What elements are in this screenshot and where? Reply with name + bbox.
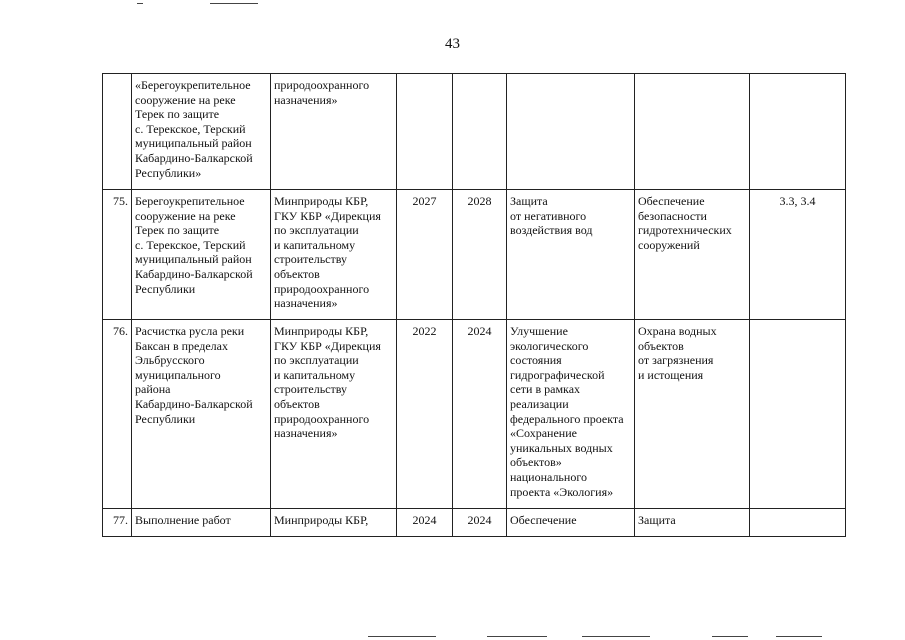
row-number-cell: 76.	[103, 320, 132, 509]
bottom-edge-line	[487, 636, 547, 637]
expected-result-cell: Защита	[635, 509, 750, 537]
responsible-executor-cell: Минприроды КБР, ГКУ КБР «Дирекция по эксплуатации и капитальному строительству объектов природоохранного назначения»	[271, 320, 397, 509]
related-indicators-cell	[750, 509, 846, 537]
start-year-cell: 2027	[397, 190, 453, 320]
bottom-edge-line	[712, 636, 748, 637]
table-row	[103, 190, 846, 320]
table-body	[103, 74, 846, 537]
responsible-executor-cell: Минприроды КБР, ГКУ КБР «Дирекция по эксплуатации и капитальному строительству объектов природоохранного назначения»	[271, 190, 397, 320]
expected-result-cell: Обеспечение безопасности гидротехнических сооружений	[635, 190, 750, 320]
table-row	[103, 320, 846, 509]
responsible-executor-cell: природоохранного назначения»	[271, 74, 397, 190]
goal-cell: Обеспечение	[507, 509, 635, 537]
start-year-cell	[397, 74, 453, 190]
end-year-cell: 2028	[453, 190, 507, 320]
goal-cell: Улучшение экологического состояния гидрографической сети в рамках реализации федерального проекта «Сохранение уникальных водных объектов» национального проекта «Экология»	[507, 320, 635, 509]
end-year-cell: 2024	[453, 509, 507, 537]
bottom-edge-line	[582, 636, 650, 637]
row-number-cell: 75.	[103, 190, 132, 320]
responsible-executor-cell: Минприроды КБР,	[271, 509, 397, 537]
top-edge-line	[210, 3, 258, 4]
expected-result-cell: Охрана водных объектов от загрязнения и истощения	[635, 320, 750, 509]
start-year-cell: 2024	[397, 509, 453, 537]
related-indicators-cell	[750, 320, 846, 509]
measure-name-cell: Берегоукрепительное сооружение на реке Терек по защите с. Терекское, Терский муниципальный район Кабардино-Балкарской Республики	[132, 190, 271, 320]
top-edge-mark	[137, 3, 143, 4]
related-indicators-cell	[750, 74, 846, 190]
row-number-cell: 77.	[103, 509, 132, 537]
table-row	[103, 509, 846, 537]
end-year-cell	[453, 74, 507, 190]
bottom-edge-line	[776, 636, 822, 637]
start-year-cell: 2022	[397, 320, 453, 509]
measure-name-cell: «Берегоукрепительное сооружение на реке Терек по защите с. Терекское, Терский муниципальный район Кабардино-Балкарской Республики»	[132, 74, 271, 190]
page-number: 43	[445, 36, 460, 52]
expected-result-cell	[635, 74, 750, 190]
related-indicators-cell: 3.3, 3.4	[750, 190, 846, 320]
measures-table	[102, 73, 846, 537]
goal-cell	[507, 74, 635, 190]
end-year-cell: 2024	[453, 320, 507, 509]
measure-name-cell: Выполнение работ	[132, 509, 271, 537]
table-row	[103, 74, 846, 190]
goal-cell: Защита от негативного воздействия вод	[507, 190, 635, 320]
row-number-cell	[103, 74, 132, 190]
measure-name-cell: Расчистка русла реки Баксан в пределах Эльбрусского муниципального района Кабардино-Балкарской Республики	[132, 320, 271, 509]
bottom-edge-line	[368, 636, 436, 637]
